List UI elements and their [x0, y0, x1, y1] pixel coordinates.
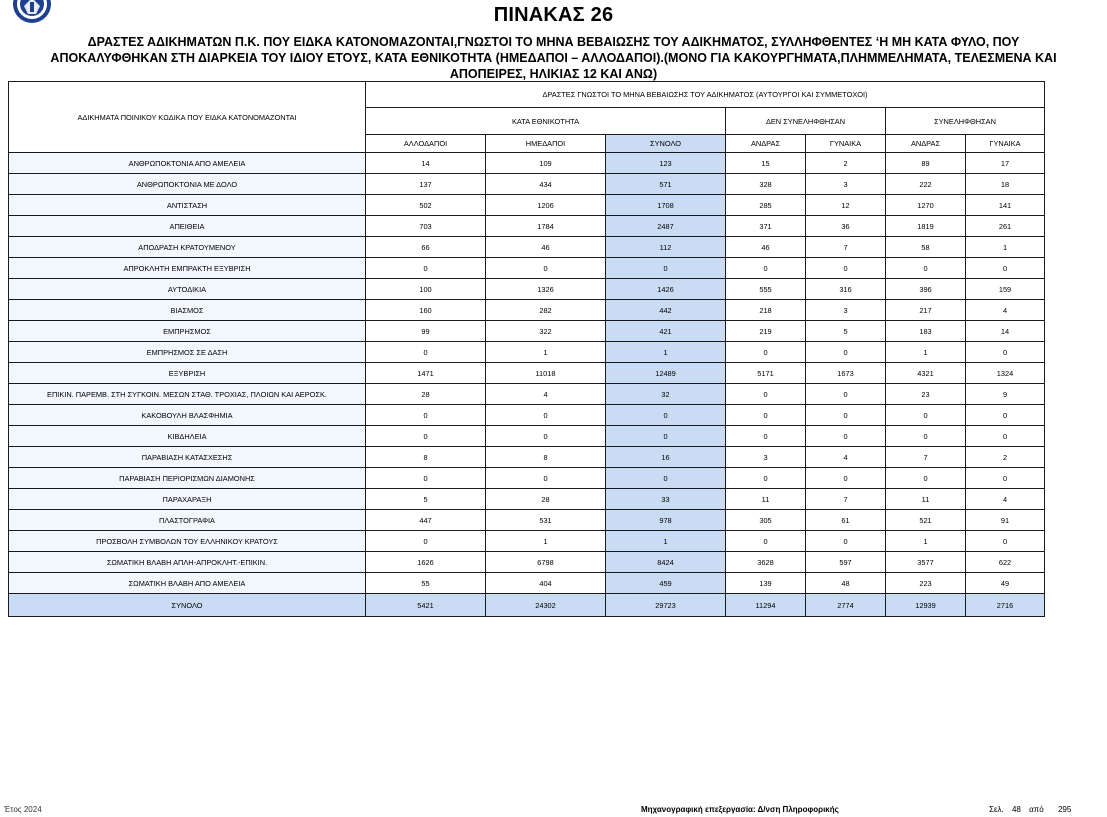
column-header-foreigners: ΑΛΛΟΔΑΠΟΙ	[366, 135, 486, 153]
table-row	[9, 279, 1045, 300]
table-cell: 1	[886, 531, 966, 552]
table-cell: 46	[726, 237, 806, 258]
table-cell: 17	[966, 153, 1045, 174]
page-title: ΠΙΝΑΚΑΣ 26	[493, 4, 614, 26]
row-label: ΕΠΙΚΙΝ. ΠΑΡΕΜΒ. ΣΤΗ ΣΥΓΚΟΙΝ. ΜΕΣΩΝ ΣΤΑΘ. ΤΡΟΧΙΑΣ, ΠΛΟΙΩΝ ΚΑΙ ΑΕΡΟΣΚ.	[9, 384, 366, 405]
table-cell: 123	[606, 153, 726, 174]
table-cell: 434	[486, 174, 606, 195]
table-cell: 1784	[486, 216, 606, 237]
table-cell: 159	[966, 279, 1045, 300]
table-cell: 396	[886, 279, 966, 300]
table-cell: 217	[886, 300, 966, 321]
table-row	[9, 384, 1045, 405]
table-cell: 5421	[366, 594, 486, 617]
table-cell: 0	[886, 468, 966, 489]
table-cell: 1673	[806, 363, 886, 384]
table-cell: 285	[726, 195, 806, 216]
table-cell: 1	[486, 531, 606, 552]
table-cell: 1324	[966, 363, 1045, 384]
page-number: 48	[1011, 805, 1021, 814]
table-cell: 11294	[726, 594, 806, 617]
row-label: ΕΜΠΡΗΣΜΟΣ	[9, 321, 366, 342]
table-cell: 2	[806, 153, 886, 174]
table-row	[9, 426, 1045, 447]
table-cell: 404	[486, 573, 606, 594]
row-label: ΑΠΕΙΘΕΙΑ	[9, 216, 366, 237]
group-header-not-arrested: ΔΕΝ ΣΥΝΕΛΗΦΘΗΣΑΝ	[726, 108, 886, 135]
table-cell: 5171	[726, 363, 806, 384]
table-cell: 3	[726, 447, 806, 468]
table-cell: 29723	[606, 594, 726, 617]
table-cell: 36	[806, 216, 886, 237]
row-label: ΠΛΑΣΤΟΓΡΑΦΙΑ	[9, 510, 366, 531]
row-label: ΠΑΡΑΧΑΡΑΞΗ	[9, 489, 366, 510]
table-cell: 109	[486, 153, 606, 174]
subtitle-line-2: ΑΠΟΚΑΛΥΦΘΗΚΑΝ ΣΤΗ ΔΙΑΡΚΕΙΑ ΤΟΥ ΙΔΙΟΥ ΕΤΟΥΣ, ΚΑΤΑ ΕΘΝΙΚΟΤΗΤΑ (ΗΜΕΔΑΠΟΙ – ΑΛΛΟΔΑΠΟΙ).(ΜΟΝΟ ΓΙΑ ΚΑΚΟΥΡΓΗΜΑΤΑ,ΠΛΗΜΜΕΛΗΜΑΤΑ, ΤΕΛΕΣΜΕΝΑ ΚΑΙ	[50, 51, 1057, 65]
table-cell: 0	[606, 405, 726, 426]
footer-page-info	[989, 805, 1077, 814]
table-cell: 3	[806, 174, 886, 195]
table-cell: 11	[886, 489, 966, 510]
table-cell: 261	[966, 216, 1045, 237]
table-cell: 32	[606, 384, 726, 405]
table-cell: 0	[606, 426, 726, 447]
table-cell: 4	[486, 384, 606, 405]
table-cell: 23	[886, 384, 966, 405]
table-cell: 100	[366, 279, 486, 300]
table-cell: 502	[366, 195, 486, 216]
table-cell: 141	[966, 195, 1045, 216]
table-row	[9, 174, 1045, 195]
table-cell: 0	[806, 405, 886, 426]
table-cell: 521	[886, 510, 966, 531]
table-cell: 328	[726, 174, 806, 195]
table-cell: 0	[886, 405, 966, 426]
table-cell: 0	[886, 258, 966, 279]
table-cell: 3628	[726, 552, 806, 573]
table-cell: 555	[726, 279, 806, 300]
table-cell: 0	[366, 468, 486, 489]
table-cell: 1326	[486, 279, 606, 300]
table-cell: 531	[486, 510, 606, 531]
table-cell: 0	[726, 426, 806, 447]
table-cell: 447	[366, 510, 486, 531]
row-label: ΣΩΜΑΤΙΚΗ ΒΛΑΒΗ ΑΠΟ ΑΜΕΛΕΙΑ	[9, 573, 366, 594]
table-cell: 219	[726, 321, 806, 342]
table-cell: 1626	[366, 552, 486, 573]
table-cell: 0	[606, 258, 726, 279]
row-label: ΠΑΡΑΒΙΑΣΗ ΚΑΤΑΣΧΕΣΗΣ	[9, 447, 366, 468]
table-cell: 89	[886, 153, 966, 174]
table-cell: 139	[726, 573, 806, 594]
table-row	[9, 531, 1045, 552]
row-label: ΑΠΡΟΚΛΗΤΗ ΕΜΠΡΑΚΤΗ ΕΞΥΒΡΙΣΗ	[9, 258, 366, 279]
row-label: ΕΜΠΡΗΣΜΟΣ ΣΕ ΔΑΣΗ	[9, 342, 366, 363]
table-cell: 0	[726, 468, 806, 489]
table-cell: 316	[806, 279, 886, 300]
table-cell: 7	[886, 447, 966, 468]
table-cell: 58	[886, 237, 966, 258]
table-subtitle	[12, 34, 1095, 82]
row-label: ΠΡΟΣΒΟΛΗ ΣΥΜΒΟΛΩΝ ΤΟΥ ΕΛΛΗΝΙΚΟΥ ΚΡΑΤΟΥΣ	[9, 531, 366, 552]
table-cell: 703	[366, 216, 486, 237]
row-label: ΑΝΤΙΣΤΑΣΗ	[9, 195, 366, 216]
table-cell: 14	[966, 321, 1045, 342]
table-cell: 3	[806, 300, 886, 321]
table-cell: 0	[806, 342, 886, 363]
table-cell: 0	[366, 426, 486, 447]
table-cell: 0	[806, 468, 886, 489]
table-cell: 4	[806, 447, 886, 468]
table-row	[9, 468, 1045, 489]
table-cell: 1471	[366, 363, 486, 384]
table-cell: 49	[966, 573, 1045, 594]
table-cell: 1270	[886, 195, 966, 216]
table-row	[9, 258, 1045, 279]
table-cell: 33	[606, 489, 726, 510]
subtitle-line-3: ΑΠΟΠΕΙΡΕΣ, ΗΛΙΚΙΑΣ 12 ΚΑΙ ΑΝΩ)	[449, 67, 658, 81]
table-cell: 14	[366, 153, 486, 174]
table-cell: 0	[366, 405, 486, 426]
table-cell: 0	[966, 426, 1045, 447]
table-cell: 1708	[606, 195, 726, 216]
table-cell: 0	[806, 531, 886, 552]
row-label: ΕΞΥΒΡΙΣΗ	[9, 363, 366, 384]
column-header-not-arrested-male: ΑΝΔΡΑΣ	[726, 135, 806, 153]
table-cell: 24302	[486, 594, 606, 617]
row-label: ΑΥΤΟΔΙΚΙΑ	[9, 279, 366, 300]
table-cell: 1426	[606, 279, 726, 300]
table-cell: 0	[486, 468, 606, 489]
subtitle-line-1: ΔΡΑΣΤΕΣ ΑΔΙΚΗΜΑΤΩΝ Π.Κ. ΠΟΥ ΕΙΔΚΑ ΚΑΤΟΝΟΜΑΖΟΝΤΑΙ,ΓΝΩΣΤΟΙ ΤΟ ΜΗΝΑ ΒΕΒΑΙΩΣΗΣ ΤΟΥ ΑΔΙΚΗΜΑΤΟΣ, ΣΥΛΛΗΦΘΕΝΤΕΣ ‘Η ΜΗ ΚΑΤΑ ΦΥΛΟ, ΠΟΥ	[87, 35, 1020, 49]
row-label: ΑΝΘΡΩΠΟΚΤΟΝΙΑ ΑΠΟ ΑΜΕΛΕΙΑ	[9, 153, 366, 174]
table-cell: 223	[886, 573, 966, 594]
table-cell: 8	[366, 447, 486, 468]
page-of-label: από	[1029, 805, 1044, 814]
table-cell: 4	[966, 300, 1045, 321]
table-row	[9, 552, 1045, 573]
header-row-top	[9, 82, 1045, 108]
table-cell: 282	[486, 300, 606, 321]
table-cell: 2774	[806, 594, 886, 617]
footer-processing-note: Μηχανογραφική επεξεργασία: Δ/νση Πληροφορικής	[641, 805, 839, 814]
table-row	[9, 321, 1045, 342]
table-cell: 8	[486, 447, 606, 468]
table-cell: 112	[606, 237, 726, 258]
row-label: ΚΑΚΟΒΟΥΛΗ ΒΛΑΣΦΗΜΙΑ	[9, 405, 366, 426]
table-cell: 0	[486, 405, 606, 426]
table-cell: 0	[886, 426, 966, 447]
table-cell: 0	[486, 258, 606, 279]
table-cell: 0	[966, 258, 1045, 279]
row-label: ΚΙΒΔΗΛΕΙΑ	[9, 426, 366, 447]
group-header-nationality: ΚΑΤΑ ΕΘΝΙΚΟΤΗΤΑ	[366, 108, 726, 135]
table-cell: 1	[966, 237, 1045, 258]
table-cell: 4321	[886, 363, 966, 384]
table-cell: 0	[486, 426, 606, 447]
table-cell: 5	[806, 321, 886, 342]
page-label: Σελ.	[989, 805, 1004, 814]
table-cell: 6798	[486, 552, 606, 573]
table-cell: 7	[806, 237, 886, 258]
table-cell: 99	[366, 321, 486, 342]
table-row	[9, 237, 1045, 258]
table-cell: 978	[606, 510, 726, 531]
total-row	[9, 594, 1045, 617]
table-cell: 0	[726, 405, 806, 426]
table-cell: 11	[726, 489, 806, 510]
table-cell: 597	[806, 552, 886, 573]
table-row	[9, 216, 1045, 237]
column-header-arrested-female: ΓΥΝΑΙΚΑ	[966, 135, 1045, 153]
row-label: ΑΝΘΡΩΠΟΚΤΟΝΙΑ ΜΕ ΔΟΛΟ	[9, 174, 366, 195]
table-cell: 305	[726, 510, 806, 531]
table-cell: 2487	[606, 216, 726, 237]
table-row	[9, 573, 1045, 594]
table-cell: 16	[606, 447, 726, 468]
table-cell: 18	[966, 174, 1045, 195]
table-cell: 421	[606, 321, 726, 342]
table-row	[9, 195, 1045, 216]
group-header-arrested: ΣΥΝΕΛΗΦΘΗΣΑΝ	[886, 108, 1045, 135]
table-cell: 91	[966, 510, 1045, 531]
table-cell: 0	[966, 342, 1045, 363]
table-cell: 0	[366, 258, 486, 279]
table-cell: 61	[806, 510, 886, 531]
table-cell: 11018	[486, 363, 606, 384]
table-cell: 8424	[606, 552, 726, 573]
table-row	[9, 153, 1045, 174]
table-row	[9, 405, 1045, 426]
table-cell: 28	[366, 384, 486, 405]
row-label: ΣΥΝΟΛΟ	[9, 594, 366, 617]
table-cell: 0	[726, 531, 806, 552]
table-cell: 46	[486, 237, 606, 258]
column-header-arrested-male: ΑΝΔΡΑΣ	[886, 135, 966, 153]
table-cell: 218	[726, 300, 806, 321]
table-row	[9, 489, 1045, 510]
table-cell: 571	[606, 174, 726, 195]
table-cell: 622	[966, 552, 1045, 573]
table-row	[9, 510, 1045, 531]
table-cell: 322	[486, 321, 606, 342]
table-cell: 28	[486, 489, 606, 510]
page-total: 295	[1057, 805, 1072, 814]
table-cell: 3577	[886, 552, 966, 573]
table-cell: 2716	[966, 594, 1045, 617]
table-cell: 0	[726, 384, 806, 405]
table-cell: 371	[726, 216, 806, 237]
table-cell: 7	[806, 489, 886, 510]
column-header-total: ΣΥΝΟΛΟ	[606, 135, 726, 153]
table-cell: 0	[806, 384, 886, 405]
table-cell: 0	[806, 426, 886, 447]
column-header-not-arrested-female: ΓΥΝΑΙΚΑ	[806, 135, 886, 153]
table-cell: 12	[806, 195, 886, 216]
footer-year: Έτος 2024	[4, 805, 42, 814]
table-cell: 12939	[886, 594, 966, 617]
table-row	[9, 363, 1045, 384]
table-cell: 1206	[486, 195, 606, 216]
table-cell: 1	[606, 342, 726, 363]
table-body	[9, 153, 1045, 617]
table-cell: 1	[886, 342, 966, 363]
table-cell: 0	[366, 531, 486, 552]
row-label: ΑΠΟΔΡΑΣΗ ΚΡΑΤΟΥΜΕΝΟΥ	[9, 237, 366, 258]
table-cell: 137	[366, 174, 486, 195]
table-cell: 1	[606, 531, 726, 552]
table-cell: 0	[806, 258, 886, 279]
table-cell: 0	[366, 342, 486, 363]
table-cell: 0	[726, 258, 806, 279]
table-cell: 12489	[606, 363, 726, 384]
table-cell: 459	[606, 573, 726, 594]
table-row	[9, 300, 1045, 321]
row-label: ΒΙΑΣΜΟΣ	[9, 300, 366, 321]
table-cell: 0	[726, 342, 806, 363]
column-header-nationals: ΗΜΕΔΑΠΟΙ	[486, 135, 606, 153]
row-label: ΠΑΡΑΒΙΑΣΗ ΠΕΡΙΟΡΙΣΜΩΝ ΔΙΑΜΟΝΗΣ	[9, 468, 366, 489]
table-cell: 5	[366, 489, 486, 510]
table-cell: 0	[966, 468, 1045, 489]
table-cell: 15	[726, 153, 806, 174]
statistics-table	[8, 81, 1045, 617]
table-cell: 66	[366, 237, 486, 258]
table-cell: 1819	[886, 216, 966, 237]
table-cell: 55	[366, 573, 486, 594]
row-header-cell: ΑΔΙΚΗΜΑΤΑ ΠΟΙΝΙΚΟΥ ΚΩΔΙΚΑ ΠΟΥ ΕΙΔΚΑ ΚΑΤΟΝΟΜΑΖΟΝΤΑΙ	[9, 82, 366, 153]
table-cell: 222	[886, 174, 966, 195]
table-cell: 183	[886, 321, 966, 342]
table-cell: 9	[966, 384, 1045, 405]
table-cell: 1	[486, 342, 606, 363]
table-row	[9, 342, 1045, 363]
table-cell: 0	[606, 468, 726, 489]
row-label: ΣΩΜΑΤΙΚΗ ΒΛΑΒΗ ΑΠΛΗ-ΑΠΡΟΚΛΗΤ.-ΕΠΙΚΙΝ.	[9, 552, 366, 573]
table-cell: 0	[966, 531, 1045, 552]
top-header-cell: ΔΡΑΣΤΕΣ ΓΝΩΣΤΟΙ ΤΟ ΜΗΝΑ ΒΕΒΑΙΩΣΗΣ ΤΟΥ ΑΔΙΚΗΜΑΤΟΣ (ΑΥΤΟΥΡΓΟΙ ΚΑΙ ΣΥΜΜΕΤΟΧΟΙ)	[366, 82, 1045, 108]
table-cell: 4	[966, 489, 1045, 510]
table-cell: 160	[366, 300, 486, 321]
table-cell: 442	[606, 300, 726, 321]
table-cell: 0	[966, 405, 1045, 426]
table-row	[9, 447, 1045, 468]
table-cell: 48	[806, 573, 886, 594]
table-cell: 2	[966, 447, 1045, 468]
